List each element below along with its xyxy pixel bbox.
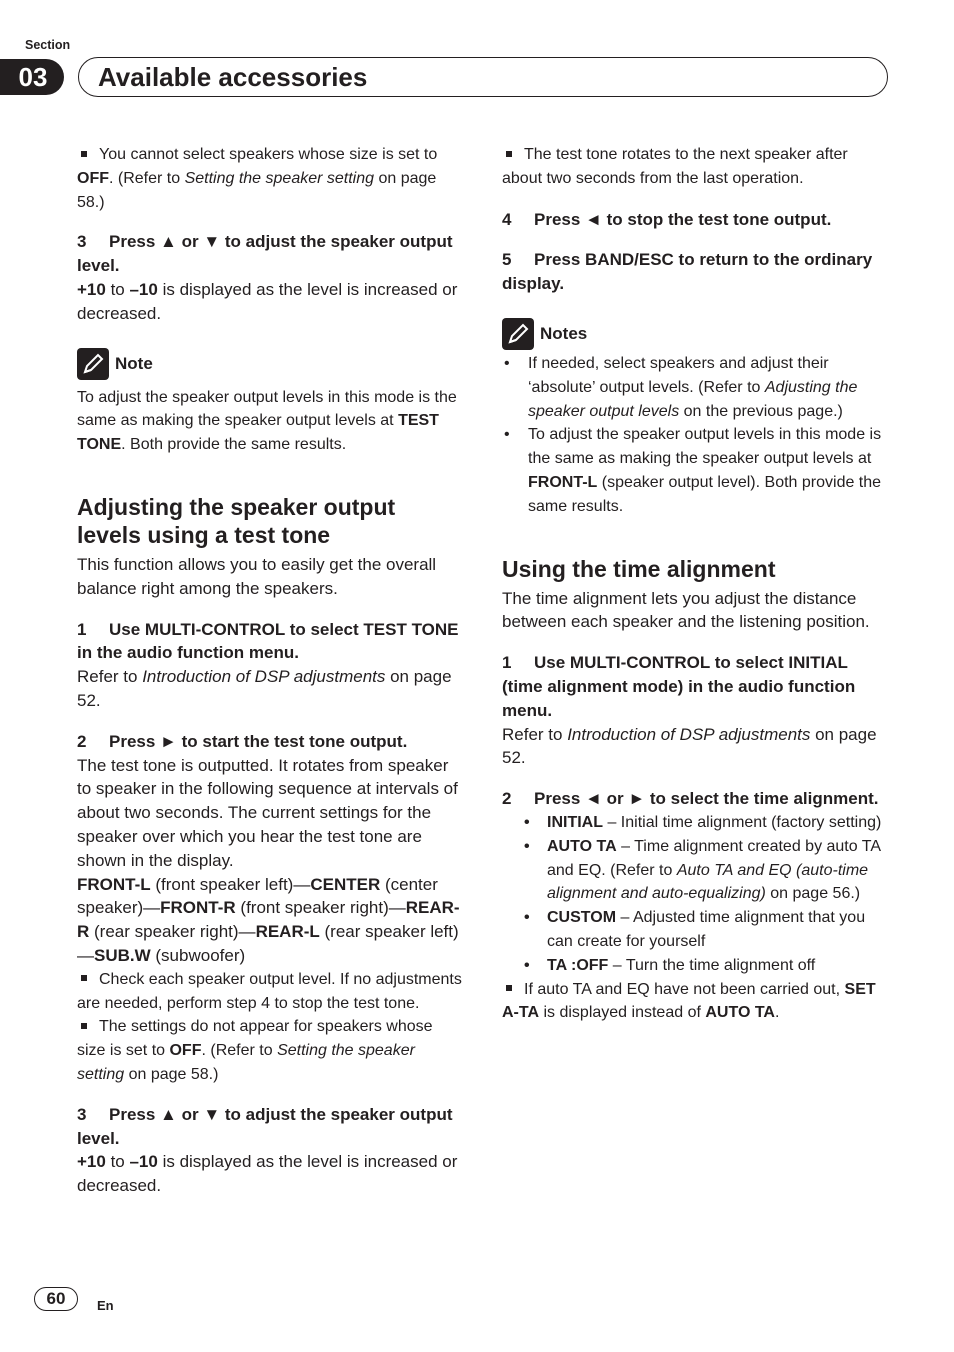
step-2-title: 2 Press ► to start the test tone output.	[77, 731, 408, 751]
step-2-body: The test tone is outputted. It rotates from speaker to speaker in the following sequence at intervals of about two seconds. The current settings for the speaker over which you hear the test tone are shown in the display.	[77, 755, 458, 870]
step-3b-title: 3 Press ▲ or ▼ to adjust the speaker output level.	[77, 1104, 453, 1148]
option-custom: • CUSTOM – Adjusted time alignment that you can create for yourself	[502, 906, 890, 954]
heading-body: This function allows you to easily get the overall balance right among the speakers.	[77, 554, 437, 598]
step-1-body: Refer to Introduction of DSP adjustments on page 52.	[77, 667, 452, 710]
step-3-body: +10 to –10 is displayed as the level is increased or decreased.	[77, 279, 458, 323]
notes-heading: Notes	[502, 318, 890, 350]
final-bullet: If auto TA and EQ have not been carried out, SET A-TA is displayed instead of AUTO TA.	[502, 980, 876, 1022]
step-4-title: 4 Press ◄ to stop the test tone output.	[502, 209, 832, 229]
speaker-sequence: FRONT-L (front speaker left)—CENTER (center speaker)—FRONT-R (front speaker right)—REAR-R (rear speaker right)—REAR-L (rear speaker left)—SUB.W (subwoofer)	[77, 874, 460, 965]
square-bullet-icon	[81, 975, 87, 981]
settings-bullet: The settings do not appear for speakers whose size is set to OFF. (Refer to Setting the speaker setting on page 58.)	[77, 1018, 433, 1083]
step-3b-body: +10 to –10 is displayed as the level is increased or decreased.	[77, 1152, 458, 1196]
square-bullet-icon	[506, 985, 512, 991]
section-number-badge: 03	[0, 59, 64, 95]
note-item: • If needed, select speakers and adjust their ‘absolute’ output levels. (Refer to Adjusting the speaker output levels on the previous page.)	[502, 352, 890, 423]
alignment-options	[502, 811, 890, 978]
step-1-title: 1 Use MULTI-CONTROL to select INITIAL (time alignment mode) in the audio function menu.	[502, 653, 856, 720]
note-item: • To adjust the speaker output levels in this mode is the same as making the speaker output levels at FRONT-L (speaker output level). Both provide the same results.	[502, 423, 890, 518]
intro-bullet: You cannot select speakers whose size is set to OFF. (Refer to Setting the speaker setting on page 58.)	[77, 146, 438, 211]
section-label: Section	[25, 38, 71, 52]
section-heading-test-tone: Adjusting the speaker output levels using a test tone	[77, 493, 396, 548]
language-label: En	[97, 1298, 114, 1313]
square-bullet-icon	[506, 151, 512, 157]
pencil-note-icon	[502, 318, 534, 350]
heading-body: The time alignment lets you adjust the distance between each speaker and the listening position.	[502, 588, 870, 632]
note-heading: Note	[77, 348, 465, 380]
step-2-title: 2 Press ◄ or ► to select the time alignment.	[502, 789, 879, 809]
intro-bullet: The test tone rotates to the next speaker after about two seconds from the last operation.	[502, 146, 848, 187]
step-1-body: Refer to Introduction of DSP adjustments on page 52.	[502, 724, 877, 768]
page-number: 60	[34, 1287, 78, 1311]
step-1-title: 1 Use MULTI-CONTROL to select TEST TONE in the audio function menu.	[77, 619, 459, 663]
step-3-title: 3 Press ▲ or ▼ to adjust the speaker output level.	[77, 232, 453, 276]
check-bullet: Check each speaker output level. If no adjustments are needed, perform step 4 to stop the test tone.	[77, 970, 462, 1012]
square-bullet-icon	[81, 151, 87, 157]
notes-list	[502, 352, 890, 519]
note-text: To adjust the speaker output levels in this mode is the same as making the speaker output levels at TEST TONE. Both provide the same results.	[77, 388, 457, 454]
page-title: Available accessories	[98, 62, 368, 92]
pencil-note-icon	[77, 348, 109, 380]
option-initial: • INITIAL – Initial time alignment (factory setting)	[502, 811, 890, 835]
square-bullet-icon	[81, 1023, 87, 1029]
right-column	[502, 143, 890, 1025]
step-5-title: 5 Press BAND/ESC to return to the ordinary display.	[502, 250, 873, 294]
option-auto-ta: • AUTO TA – Time alignment created by auto TA and EQ. (Refer to Auto TA and EQ (auto-time alignment and auto-equalizing) on page 56.)	[502, 835, 890, 906]
section-heading-time-alignment: Using the time alignment	[502, 555, 776, 582]
option-ta-off: • TA :OFF – Turn the time alignment off	[502, 954, 890, 978]
left-column	[77, 143, 465, 1198]
